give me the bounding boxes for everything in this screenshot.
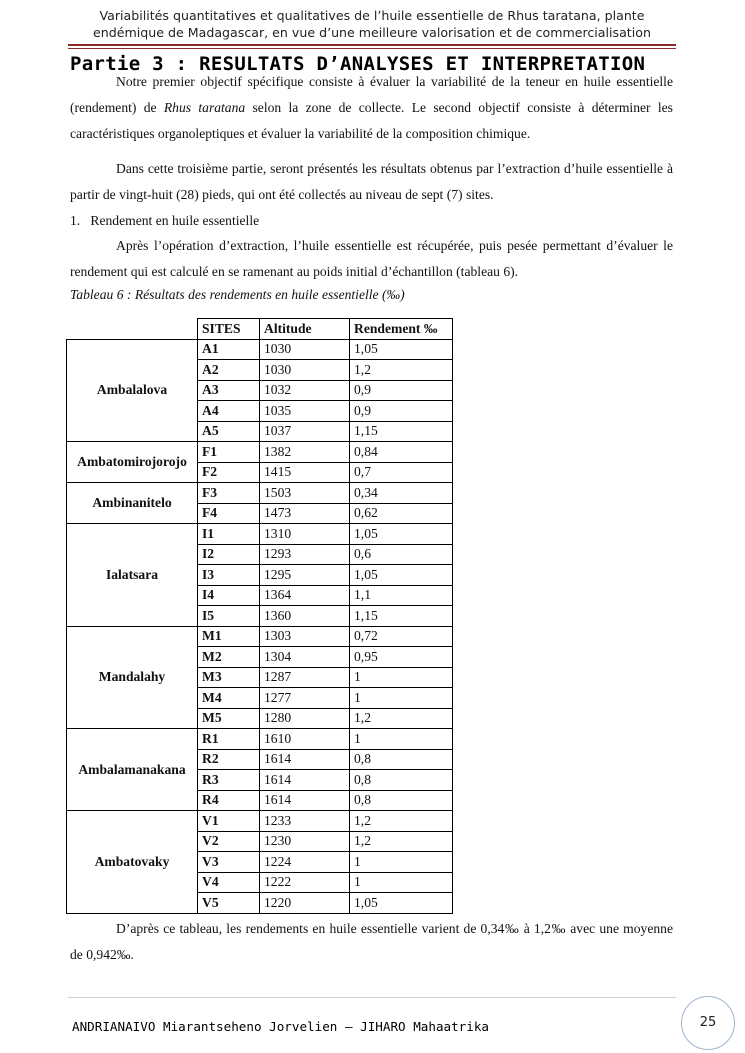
altitude-cell: 1220 <box>260 893 350 914</box>
altitude-cell: 1614 <box>260 770 350 791</box>
sample-code-cell: I5 <box>198 606 260 627</box>
header-altitude: Altitude <box>260 319 350 340</box>
rendement-cell: 0,6 <box>350 544 453 565</box>
rendement-cell: 0,8 <box>350 749 453 770</box>
sample-code-cell: F4 <box>198 503 260 524</box>
altitude-cell: 1293 <box>260 544 350 565</box>
rendement-cell: 1,2 <box>350 831 453 852</box>
rendement-cell: 1 <box>350 729 453 750</box>
rendement-cell: 0,7 <box>350 462 453 483</box>
sample-code-cell: A3 <box>198 380 260 401</box>
altitude-cell: 1037 <box>260 421 350 442</box>
rendement-cell: 1,05 <box>350 893 453 914</box>
rendement-cell: 1 <box>350 852 453 873</box>
rendement-cell: 0,34 <box>350 483 453 504</box>
altitude-cell: 1295 <box>260 565 350 586</box>
rendement-cell: 1 <box>350 872 453 893</box>
rendement-cell: 1,05 <box>350 565 453 586</box>
sample-code-cell: F1 <box>198 442 260 463</box>
species-name: Rhus taratana <box>163 100 246 115</box>
rendement-cell: 1,2 <box>350 360 453 381</box>
rendement-cell: 1,15 <box>350 606 453 627</box>
header-sites: SITES <box>198 319 260 340</box>
sample-code-cell: M2 <box>198 647 260 668</box>
intro-text-before: Notre premier objectif spécifique consiste à évaluer la variabilité de la teneur en huile essentielle (rendement) de <box>70 74 673 115</box>
rendement-cell: 1 <box>350 667 453 688</box>
sample-code-cell: V5 <box>198 893 260 914</box>
sample-code-cell: R4 <box>198 790 260 811</box>
altitude-cell: 1610 <box>260 729 350 750</box>
altitude-cell: 1415 <box>260 462 350 483</box>
sample-code-cell: V2 <box>198 831 260 852</box>
rendement-cell: 1 <box>350 688 453 709</box>
table-row <box>67 339 453 360</box>
altitude-cell: 1280 <box>260 708 350 729</box>
rendement-cell: 0,62 <box>350 503 453 524</box>
sample-code-cell: R1 <box>198 729 260 750</box>
section-number: 1. <box>70 213 81 228</box>
site-name-cell: Ambinanitelo <box>67 483 198 524</box>
rendement-cell: 1,05 <box>350 524 453 545</box>
altitude-cell: 1364 <box>260 585 350 606</box>
running-header-line-1: Variabilités quantitatives et qualitatives de l’huile essentielle de Rhus taratana, plante <box>99 8 645 23</box>
page-number: 25 <box>681 996 735 1050</box>
running-header-line-2: endémique de Madagascar, en vue d’une meilleure valorisation et de commercialisation <box>93 25 651 40</box>
section-heading <box>70 208 259 234</box>
rendement-cell: 0,9 <box>350 401 453 422</box>
sample-code-cell: I3 <box>198 565 260 586</box>
sample-code-cell: F3 <box>198 483 260 504</box>
sample-code-cell: M1 <box>198 626 260 647</box>
rendement-cell: 0,8 <box>350 790 453 811</box>
altitude-cell: 1222 <box>260 872 350 893</box>
sample-code-cell: R2 <box>198 749 260 770</box>
altitude-cell: 1310 <box>260 524 350 545</box>
sample-code-cell: V3 <box>198 852 260 873</box>
rendement-cell: 1,15 <box>350 421 453 442</box>
altitude-cell: 1230 <box>260 831 350 852</box>
sample-code-cell: V4 <box>198 872 260 893</box>
table-row <box>67 811 453 832</box>
header-rule-thick <box>68 44 676 46</box>
running-header <box>62 7 682 41</box>
rendement-cell: 0,8 <box>350 770 453 791</box>
sample-code-cell: A4 <box>198 401 260 422</box>
footer-authors: ANDRIANAIVO Miarantseheno Jorvelien – JIHARO Mahaatrika <box>72 1019 490 1034</box>
site-name-cell: Ambatomirojorojo <box>67 442 198 483</box>
section-title: Rendement en huile essentielle <box>90 213 260 228</box>
sample-code-cell: I2 <box>198 544 260 565</box>
sample-code-cell: V1 <box>198 811 260 832</box>
site-name-cell: Ambatovaky <box>67 811 198 914</box>
header-rule-thin <box>68 48 676 49</box>
intro-text-after: selon la zone de collecte. Le second objectif consiste à déterminer les caractéristiques organoleptiques et évaluer la variabilité de la composition chimique. <box>70 100 673 141</box>
altitude-cell: 1304 <box>260 647 350 668</box>
sample-code-cell: M4 <box>198 688 260 709</box>
table-caption: Tableau 6 : Résultats des rendements en huile essentielle (‰) <box>70 287 405 302</box>
site-name-cell: Mandalahy <box>67 626 198 729</box>
altitude-cell: 1614 <box>260 790 350 811</box>
sample-code-cell: M3 <box>198 667 260 688</box>
rendement-cell: 1,2 <box>350 811 453 832</box>
site-name-cell: Ambalamanakana <box>67 729 198 811</box>
rendement-cell: 1,2 <box>350 708 453 729</box>
sample-code-cell: A1 <box>198 339 260 360</box>
rendement-cell: 0,9 <box>350 380 453 401</box>
table-row <box>67 626 453 647</box>
rendement-cell: 0,72 <box>350 626 453 647</box>
section-paragraph: Après l’opération d’extraction, l’huile essentielle est récupérée, puis pesée permettant d’évaluer le rendement qui est calculé en se ramenant au poids initial d’échantillon (tableau 6). <box>70 238 673 279</box>
altitude-cell: 1360 <box>260 606 350 627</box>
sample-code-cell: I4 <box>198 585 260 606</box>
yield-table <box>66 318 453 914</box>
table-header-blank <box>67 319 198 340</box>
altitude-cell: 1233 <box>260 811 350 832</box>
altitude-cell: 1030 <box>260 339 350 360</box>
site-name-cell: Ialatsara <box>67 524 198 627</box>
table-header-row <box>67 319 453 340</box>
rendement-cell: 0,95 <box>350 647 453 668</box>
intro-paragraph-1 <box>70 69 673 147</box>
altitude-cell: 1030 <box>260 360 350 381</box>
sample-code-cell: A2 <box>198 360 260 381</box>
altitude-cell: 1277 <box>260 688 350 709</box>
sample-code-cell: I1 <box>198 524 260 545</box>
altitude-cell: 1035 <box>260 401 350 422</box>
altitude-cell: 1503 <box>260 483 350 504</box>
rendement-cell: 1,1 <box>350 585 453 606</box>
sample-code-cell: F2 <box>198 462 260 483</box>
altitude-cell: 1473 <box>260 503 350 524</box>
rendement-cell: 0,84 <box>350 442 453 463</box>
table-row <box>67 442 453 463</box>
sample-code-cell: R3 <box>198 770 260 791</box>
table-row <box>67 524 453 545</box>
sample-code-cell: M5 <box>198 708 260 729</box>
part-title: Partie 3 : RESULTATS D’ANALYSES ET INTERPRETATION <box>70 53 646 75</box>
table-row <box>67 483 453 504</box>
rendement-cell: 1,05 <box>350 339 453 360</box>
footer-rule <box>68 997 676 998</box>
altitude-cell: 1614 <box>260 749 350 770</box>
site-name-cell: Ambalalova <box>67 339 198 442</box>
altitude-cell: 1303 <box>260 626 350 647</box>
table-row <box>67 729 453 750</box>
intro-paragraph-2: Dans cette troisième partie, seront présentés les résultats obtenus par l’extraction d’huile essentielle à partir de vingt-huit (28) pieds, qui ont été collectés au niveau de sept (7) sites. <box>70 161 673 202</box>
altitude-cell: 1382 <box>260 442 350 463</box>
sample-code-cell: A5 <box>198 421 260 442</box>
altitude-cell: 1224 <box>260 852 350 873</box>
header-rendement: Rendement ‰ <box>350 319 453 340</box>
altitude-cell: 1032 <box>260 380 350 401</box>
conclusion-paragraph: D’après ce tableau, les rendements en huile essentielle varient de 0,34‰ à 1,2‰ avec une moyenne de 0,942‰. <box>70 921 673 962</box>
altitude-cell: 1287 <box>260 667 350 688</box>
